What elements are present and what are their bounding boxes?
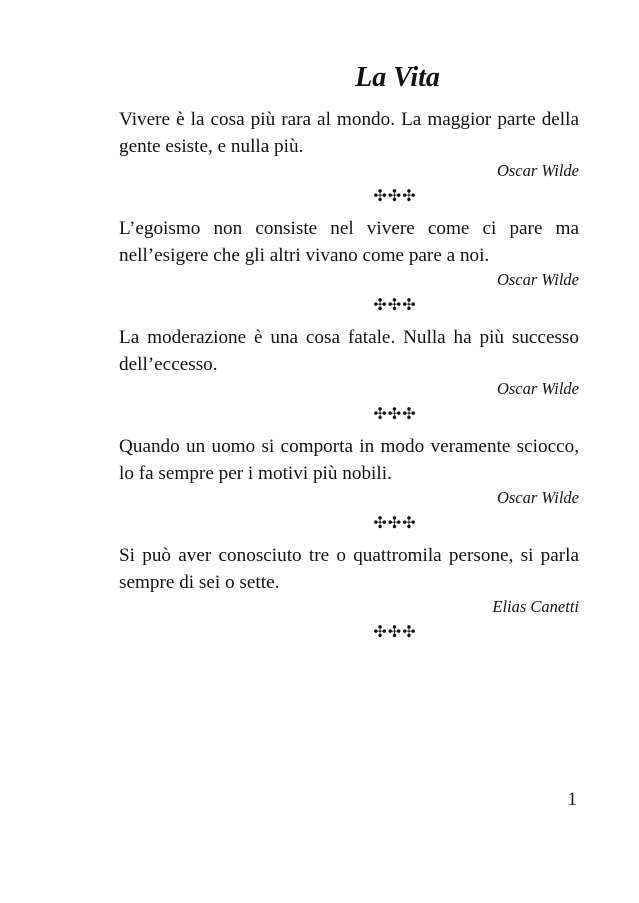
quote-text: Quando un uomo si comporta in modo veramente sciocco, lo fa sempre per i motivi più nobili. — [119, 436, 579, 484]
ornament-separator: ✣✣✣ — [373, 297, 417, 314]
quote-text: La moderazione è una cosa fatale. Nulla ha più successo dell’eccesso. — [119, 327, 579, 375]
ornament-separator: ✣✣✣ — [373, 406, 417, 423]
ornament-separator: ✣✣✣ — [373, 188, 417, 205]
page-body — [119, 58, 579, 651]
quote-author: Oscar Wilde — [496, 161, 579, 180]
page-number: 1 — [567, 789, 577, 810]
quote-text: Si può aver conosciuto tre o quattromila persone, si parla sempre di sei o sette. — [119, 545, 579, 593]
ornament-separator: ✣✣✣ — [373, 515, 417, 532]
quote-text: L’egoismo non consiste nel vivere come ci pare ma nell’esigere che gli altri vivano come pare a noi. — [119, 218, 579, 266]
quote-author: Oscar Wilde — [496, 379, 579, 398]
ornament-separator: ✣✣✣ — [373, 624, 417, 641]
quote-author: Elias Canetti — [492, 597, 579, 616]
quote-author: Oscar Wilde — [496, 270, 579, 289]
quote-text: Vivere è la cosa più rara al mondo. La maggior parte della gente esiste, e nulla più. — [119, 109, 579, 157]
quote-author: Oscar Wilde — [496, 488, 579, 507]
page-title: La Vita — [355, 62, 440, 93]
